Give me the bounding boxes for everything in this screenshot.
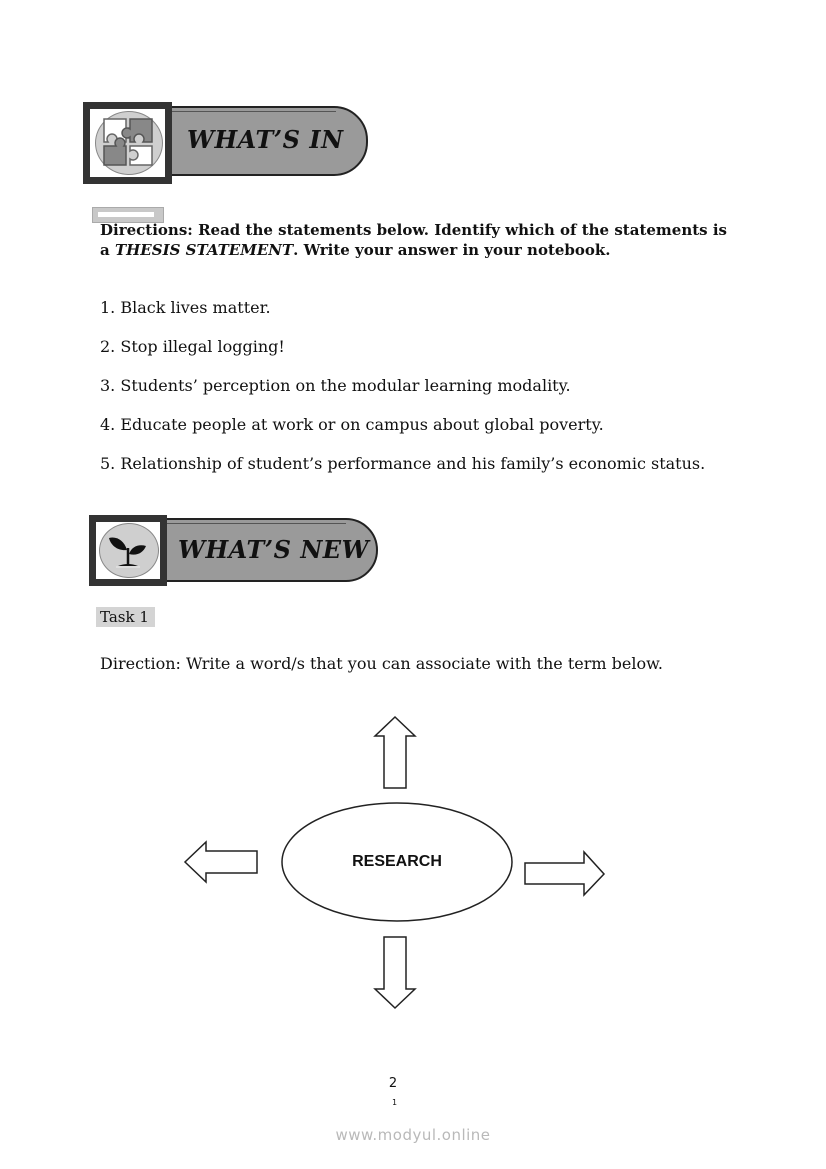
statement-item: 1. Black lives matter.: [100, 298, 271, 317]
directions-paragraph: [100, 220, 727, 260]
thesis-statement-emphasis: THESIS STATEMENT: [114, 241, 294, 259]
seedling-icon: [106, 528, 150, 572]
statement-item: 3. Students’ perception on the modular learning modality.: [100, 376, 571, 395]
task-label: Task 1: [96, 607, 155, 627]
statement-item: 4. Educate people at work or on campus about global poverty.: [100, 415, 604, 434]
page-number: 2: [388, 1076, 398, 1091]
whats-new-title: WHAT’S NEW: [178, 535, 370, 564]
directions-text-1: Read the statements below. Identify which of the statements is a: [100, 221, 727, 259]
task-direction: Direction: Write a word/s that you can associate with the term below.: [100, 654, 663, 673]
puzzle-icon: [100, 115, 156, 169]
center-term: RESEARCH: [352, 853, 442, 870]
statement-item: 5. Relationship of student’s performance and his family’s economic status.: [100, 454, 706, 473]
down-arrow: [375, 937, 415, 1008]
whats-in-title: WHAT’S IN: [187, 125, 344, 154]
directions-text-2: . Write your answer in your notebook.: [293, 241, 611, 259]
page-mark: 1: [392, 1098, 398, 1107]
left-arrow: [185, 842, 257, 882]
right-arrow: [525, 852, 604, 895]
directions-lead: Directions:: [100, 221, 193, 239]
up-arrow: [375, 717, 415, 788]
word-association-diagram: [180, 710, 610, 1015]
watermark: www.modyul.online: [335, 1126, 491, 1144]
statement-item: 2. Stop illegal logging!: [100, 337, 285, 356]
